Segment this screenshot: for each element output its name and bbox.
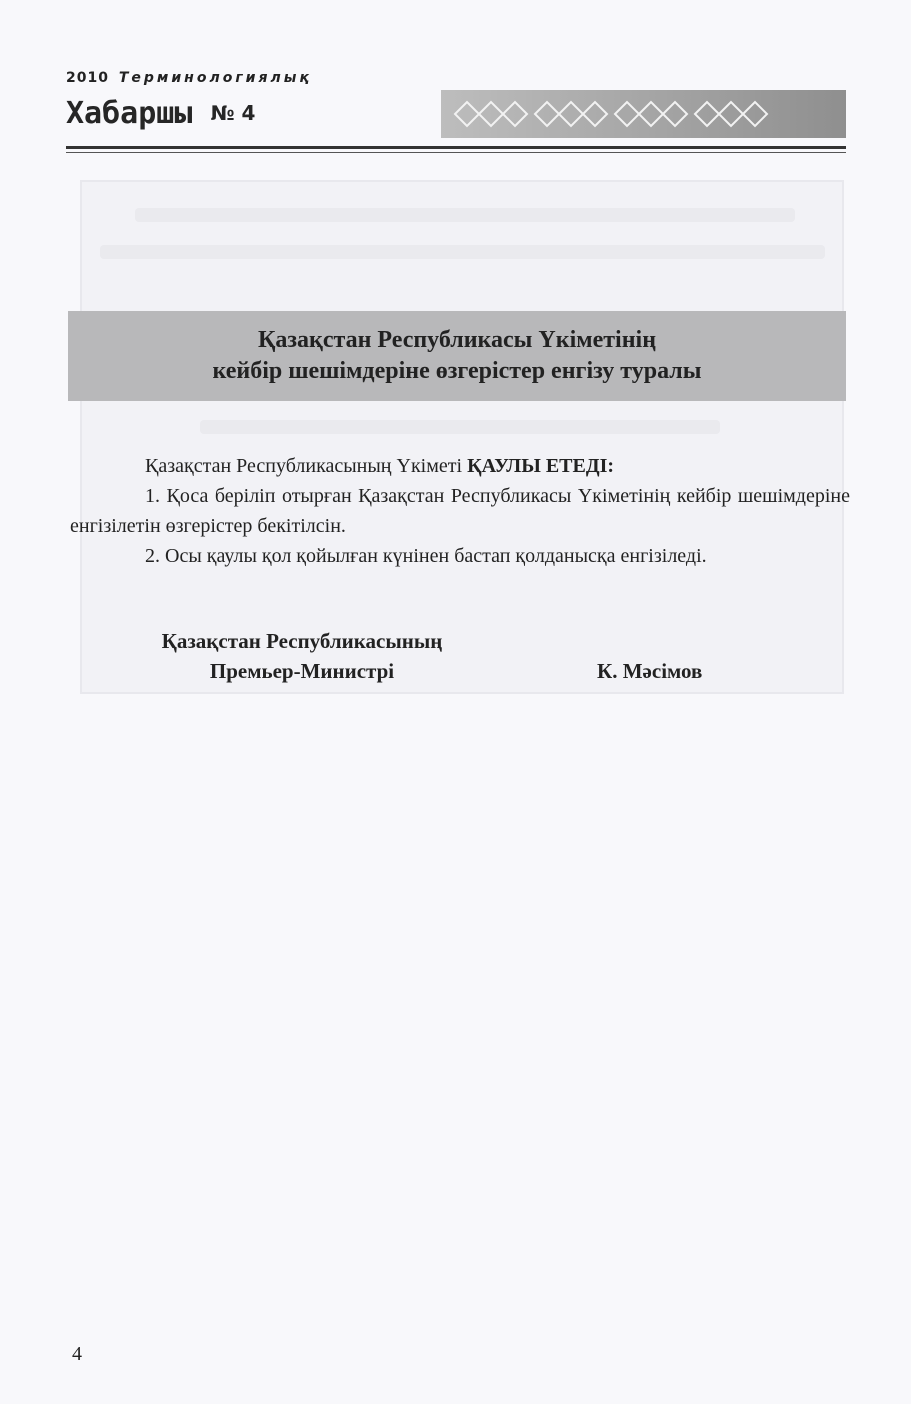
signatory-position [132, 626, 472, 686]
journal-title: Хабаршы [66, 96, 193, 131]
ornament-pattern-icon [445, 96, 785, 132]
header-title-line [66, 96, 255, 131]
document-title-line-2: кейбір шешімдеріне өзгерістер енгізу туралы [212, 358, 702, 384]
reverse-side-show-through [100, 245, 825, 259]
header-subtitle: Терминологиялық [118, 70, 312, 86]
reverse-side-show-through [200, 420, 720, 434]
header-year-line [66, 70, 312, 86]
preamble-resolution: ҚАУЛЫ ЕТЕДІ: [467, 455, 615, 477]
document-body [70, 451, 850, 571]
document-title-band [68, 311, 846, 401]
resolution-item-2: 2. Осы қаулы қол қойылған күнінен бастап қолданысқа енгізіледі. [145, 545, 707, 567]
journal-header [66, 70, 846, 160]
signatory-position-line-2: Премьер-Министрі [209, 659, 395, 683]
header-rule [66, 146, 846, 149]
header-year: 2010 [66, 70, 109, 86]
reverse-side-show-through [135, 208, 795, 222]
issue-number: № 4 [210, 101, 256, 125]
header-rule-thin [66, 152, 846, 153]
signatory-position-line-1: Қазақстан Республикасының [161, 629, 443, 653]
page-number: 4 [72, 1343, 82, 1365]
resolution-item-1: 1. Қоса беріліп отырған Қазақстан Республикасы Үкіметінің кейбір шешімдеріне енгізілетін өзгерістер бекітілсін. [70, 485, 850, 537]
signatory-name: К. Мәсімов [597, 659, 703, 683]
preamble-text: Қазақстан Республикасының Үкіметі [145, 455, 463, 477]
preamble [70, 451, 850, 481]
ornament-band [441, 90, 846, 138]
document-title-line-1: Қазақстан Республикасы Үкіметінің [257, 327, 657, 353]
